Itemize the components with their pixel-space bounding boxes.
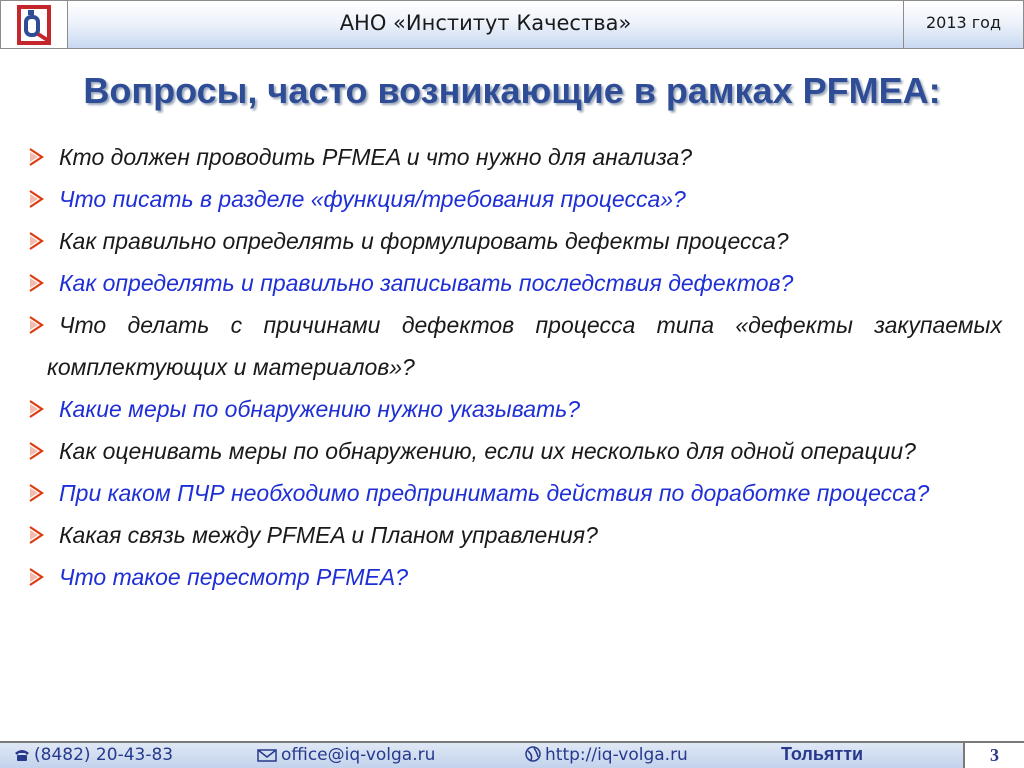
arrow-bullet-icon [28, 483, 48, 503]
question-text: Какие меры по обнаружению нужно указывать? [59, 396, 581, 422]
arrow-bullet-icon [28, 315, 48, 335]
footer-bar [0, 741, 1024, 768]
arrow-bullet-icon [28, 567, 48, 587]
footer-email-text[interactable]: office@iq-volga.ru [281, 745, 436, 765]
page-title: Вопросы, часто возникающие в рамках PFMEA: [83, 70, 941, 111]
question-text: Как правильно определять и формулировать дефекты процесса? [59, 228, 789, 254]
phone-icon [14, 747, 30, 767]
question-text: Какая связь между PFMEA и Планом управления? [59, 522, 598, 548]
question-text: Как оценивать меры по обнаружению, если их несколько для одной операции? [59, 438, 916, 464]
question-text: Что писать в разделе «функция/требования процесса»? [59, 186, 686, 212]
email-icon [257, 747, 277, 767]
header-bar [0, 0, 1024, 50]
institute-logo-icon [1, 1, 67, 48]
page-number: 3 [963, 741, 1024, 768]
footer-phone-text: (8482) 20-43-83 [34, 745, 174, 765]
arrow-bullet-icon [28, 399, 48, 419]
arrow-bullet-icon [28, 273, 48, 293]
footer-email[interactable] [257, 745, 435, 767]
globe-icon [525, 746, 541, 767]
arrow-bullet-icon [28, 147, 48, 167]
arrow-bullet-icon [28, 231, 48, 251]
question-item [28, 472, 1002, 514]
footer-website[interactable] [525, 745, 688, 767]
question-item [28, 430, 1002, 472]
organization-title-bar [68, 0, 904, 49]
question-text: Что такое пересмотр PFMEA? [59, 564, 409, 590]
question-item [28, 556, 1002, 598]
year-box [904, 0, 1024, 49]
question-item [28, 304, 1002, 388]
footer-phone [14, 745, 173, 767]
question-item [28, 220, 1002, 262]
question-text: При каком ПЧР необходимо предпринимать действия по доработке процесса? [59, 480, 930, 506]
year-label: 2013 год [925, 13, 1002, 32]
footer-website-text[interactable]: http://iq-volga.ru [545, 745, 688, 765]
logo [0, 0, 68, 49]
question-item [28, 262, 1002, 304]
arrow-bullet-icon [28, 441, 48, 461]
question-text: Кто должен проводить PFMEA и что нужно для анализа? [59, 144, 693, 170]
question-item [28, 136, 1002, 178]
arrow-bullet-icon [28, 525, 48, 545]
questions-list [28, 136, 1002, 598]
organization-title: АНО «Институт Качества» [339, 10, 632, 35]
question-item [28, 514, 1002, 556]
question-text: Как определять и правильно записывать последствия дефектов? [59, 270, 794, 296]
question-item [28, 178, 1002, 220]
question-text: Что делать с причинами дефектов процесса типа «дефекты закупаемых комплектующих и материалов»? [47, 312, 1002, 380]
footer-city: Тольятти [781, 744, 864, 764]
question-item [28, 388, 1002, 430]
arrow-bullet-icon [28, 189, 48, 209]
